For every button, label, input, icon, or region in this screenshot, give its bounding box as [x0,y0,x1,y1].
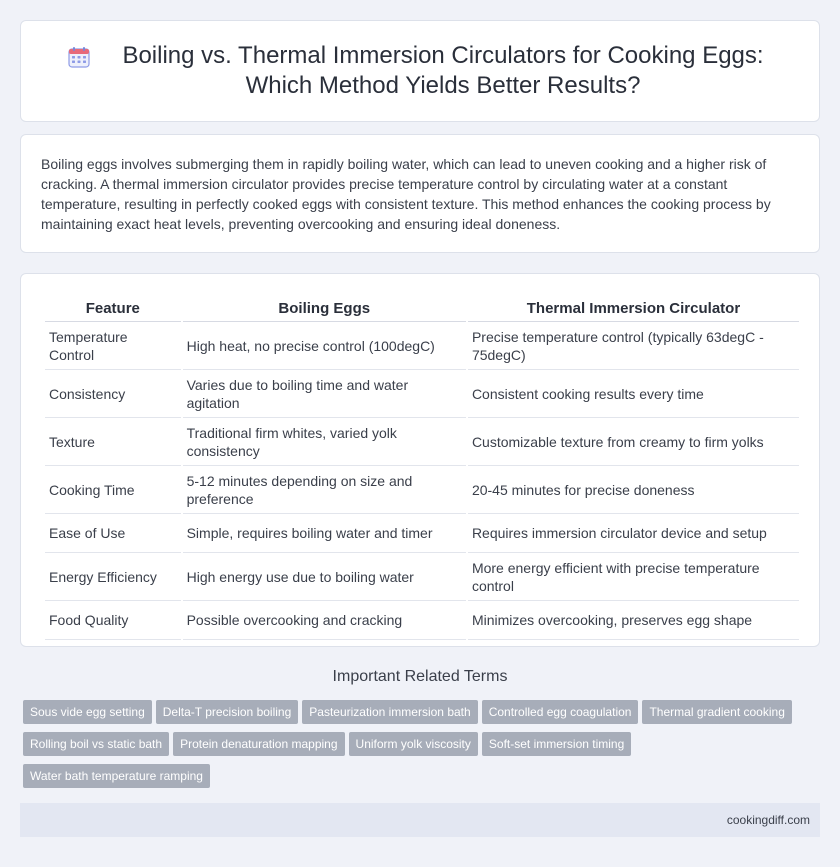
table-cell: Minimizes overcooking, preserves egg shape [468,601,799,640]
table-row [45,370,799,418]
related-term-tag[interactable]: Thermal gradient cooking [642,700,791,724]
table-row [45,466,799,514]
table-row [45,418,799,466]
table-cell: Precise temperature control (typically 63degC - 75degC) [468,322,799,370]
related-term-tag[interactable]: Rolling boil vs static bath [23,732,169,756]
table-cell: High energy use due to boiling water [183,553,466,601]
table-cell: Simple, requires boiling water and timer [183,514,466,553]
related-term-tag[interactable]: Water bath temperature ramping [23,764,210,788]
table-cell: More energy efficient with precise temperature control [468,553,799,601]
table-cell: Requires immersion circulator device and setup [468,514,799,553]
table-cell: 5-12 minutes depending on size and preference [183,466,466,514]
header-feature: Feature [45,296,181,322]
table-cell: High heat, no precise control (100degC) [183,322,466,370]
table-cell: Possible overcooking and cracking [183,601,466,640]
related-term-tag[interactable]: Pasteurization immersion bath [302,700,477,724]
table-cell: 20-45 minutes for precise doneness [468,466,799,514]
table-cell: Energy Efficiency [45,553,181,601]
table-cell: Varies due to boiling time and water agitation [183,370,466,418]
intro-card [20,134,820,253]
header-circulator: Thermal Immersion Circulator [468,296,799,322]
table-cell: Customizable texture from creamy to firm yolks [468,418,799,466]
table-row [45,514,799,553]
title-card [20,20,820,122]
related-term-tag[interactable]: Delta-T precision boiling [156,700,299,724]
table-cell: Consistent cooking results every time [468,370,799,418]
table-row [45,322,799,370]
related-term-tag[interactable]: Uniform yolk viscosity [349,732,478,756]
table-cell: Cooking Time [45,466,181,514]
related-term-tag[interactable]: Protein denaturation mapping [173,732,344,756]
calendar-icon [67,45,91,69]
footer-site-link[interactable]: cookingdiff.com [726,813,810,827]
header-boiling: Boiling Eggs [183,296,466,322]
footer [20,803,820,837]
comparison-table-card [20,273,820,647]
table-cell: Ease of Use [45,514,181,553]
related-term-tag[interactable]: Sous vide egg setting [23,700,152,724]
table-cell: Traditional firm whites, varied yolk consistency [183,418,466,466]
related-terms-list [23,700,823,796]
page-title: Boiling vs. Thermal Immersion Circulators for Cooking Eggs: Which Method Yields Better Results? [122,42,764,99]
related-term-tag[interactable]: Controlled egg coagulation [482,700,639,724]
table-cell: Temperature Control [45,322,181,370]
related-terms-title: Important Related Terms [332,668,508,685]
table-cell: Texture [45,418,181,466]
related-term-tag[interactable]: Soft-set immersion timing [482,732,631,756]
table-row [45,553,799,601]
table-cell: Food Quality [45,601,181,640]
table-row [45,601,799,640]
comparison-table [43,296,801,640]
intro-text: Boiling eggs involves submerging them in rapidly boiling water, which can lead to uneven cooking and a higher risk of cracking. A thermal immersion circulator provides precise temperature control by circulating water at a constant temperature, resulting in perfectly cooked eggs with consistent texture. This method enhances the cooking process by maintaining exact heat levels, preventing overcooking and ensuring ideal doneness. [41,156,771,232]
table-cell: Consistency [45,370,181,418]
table-header-row [45,296,799,322]
